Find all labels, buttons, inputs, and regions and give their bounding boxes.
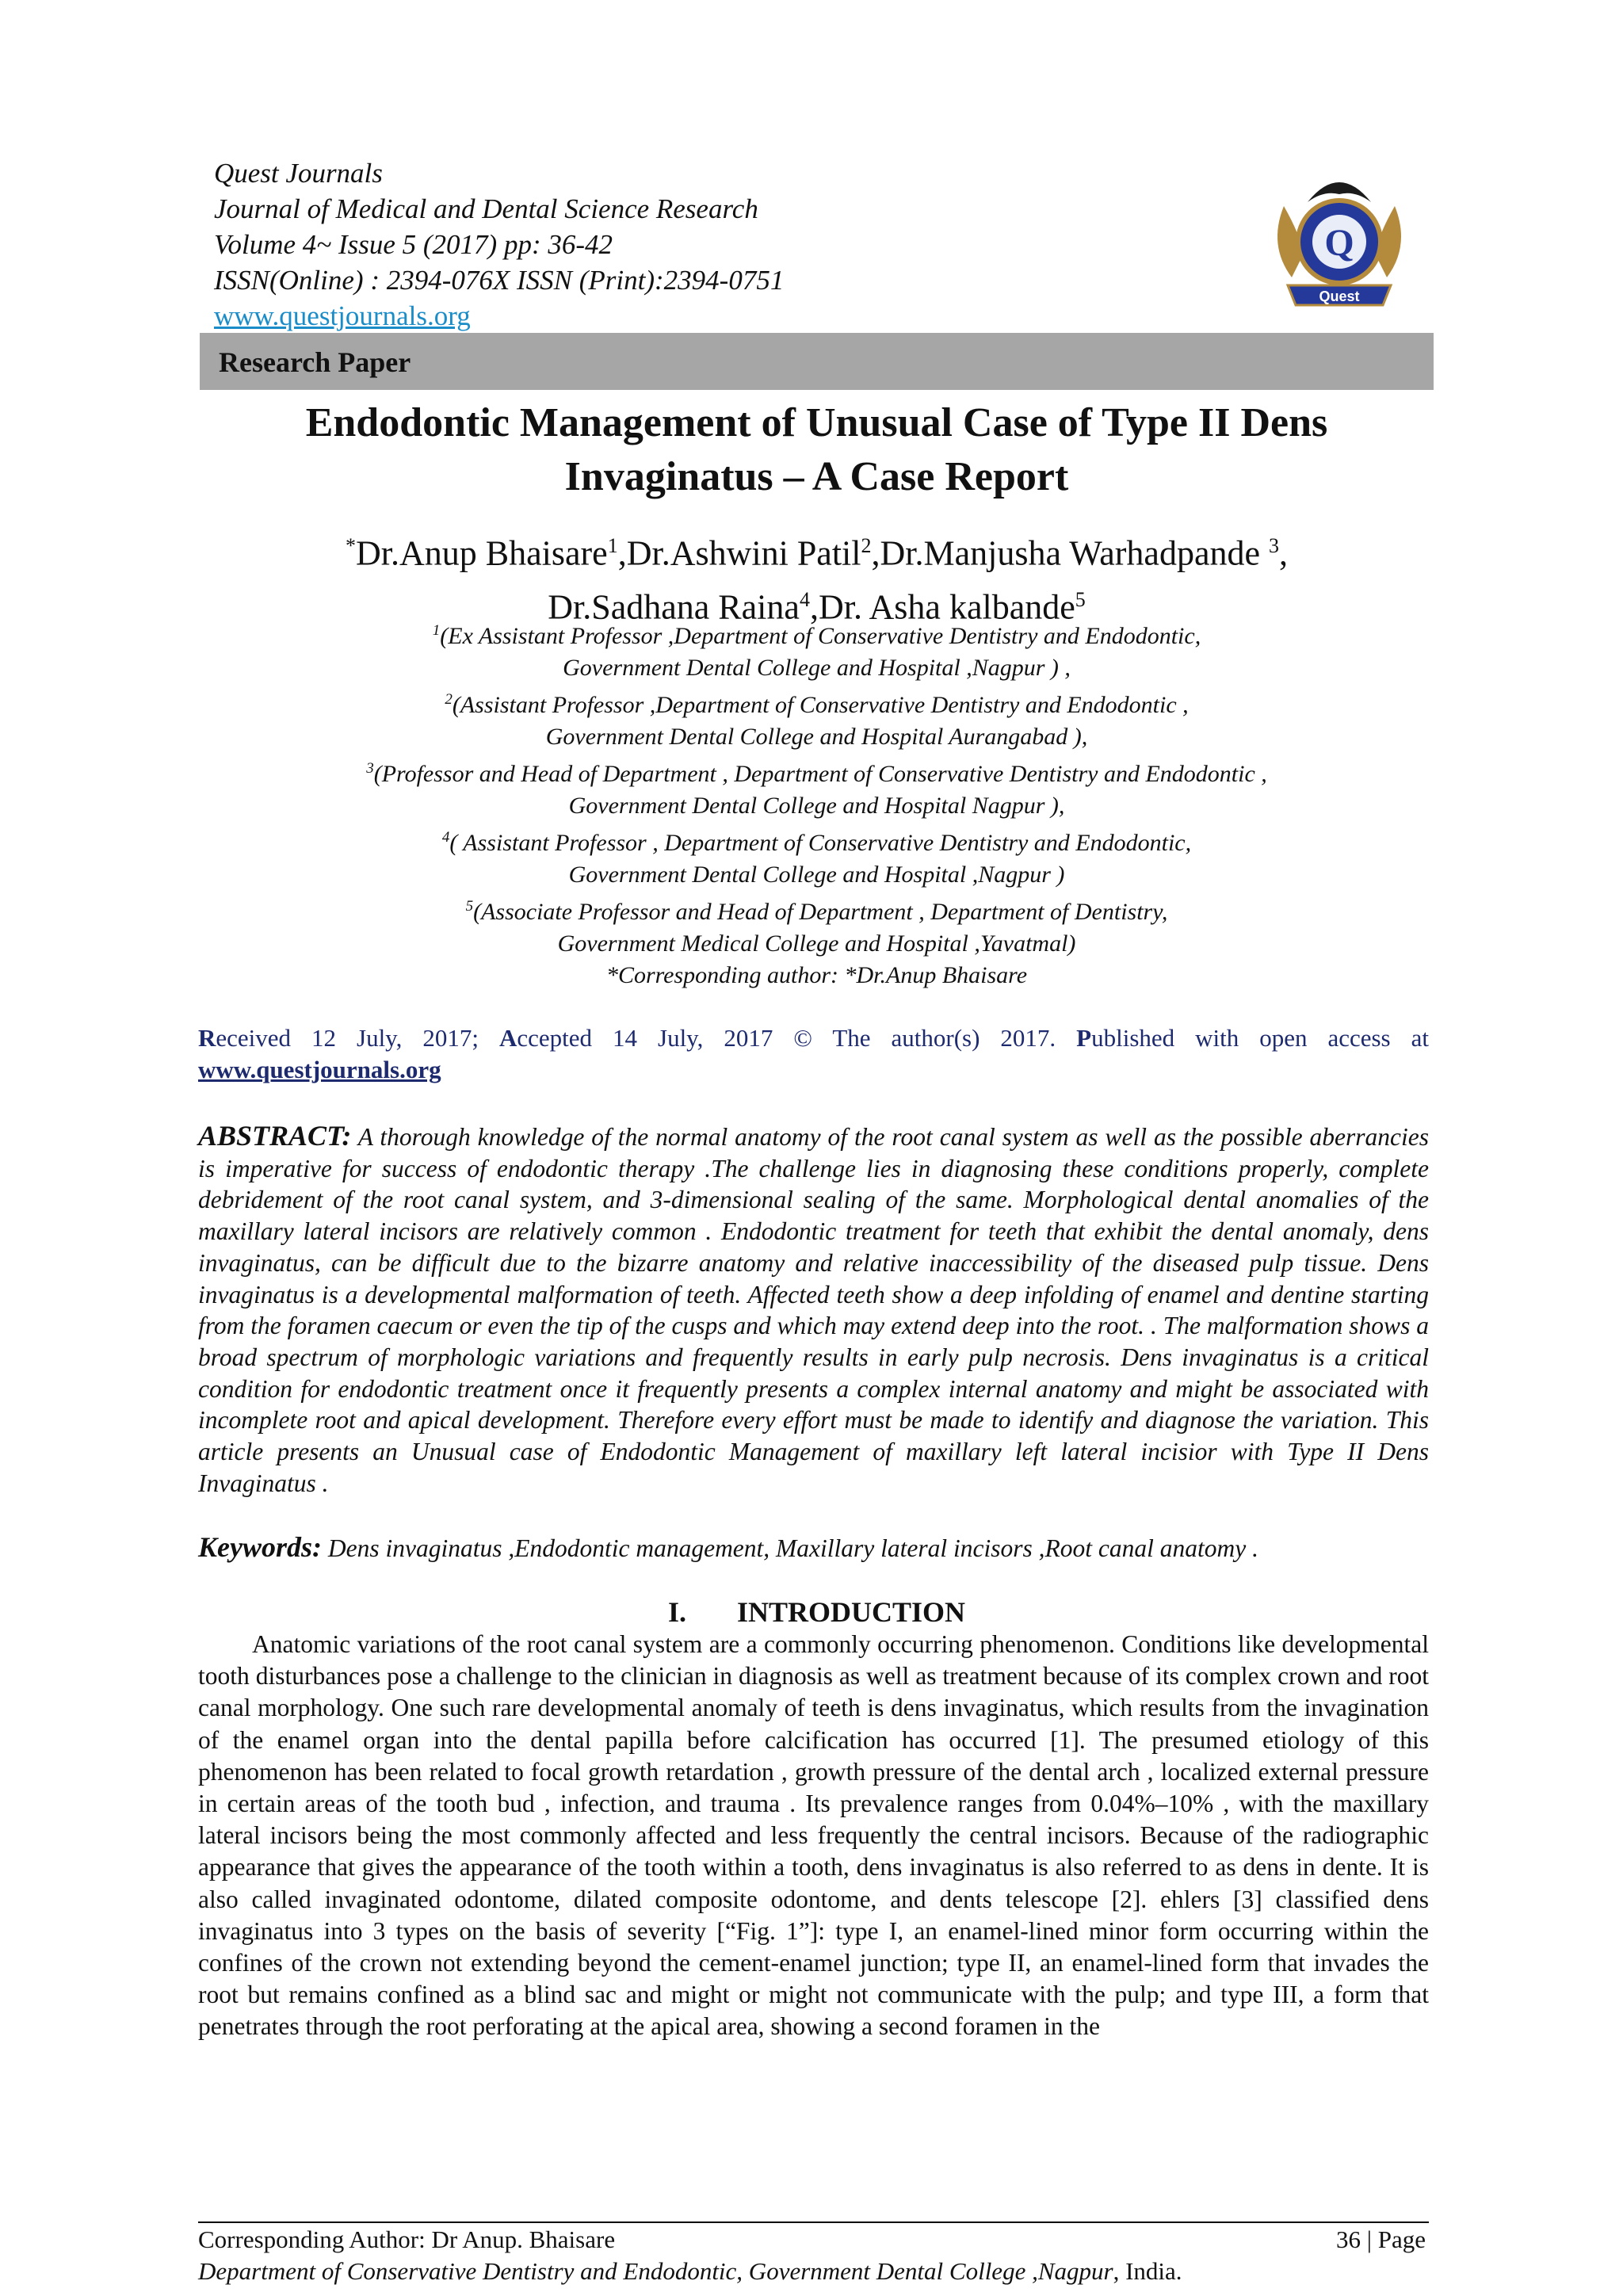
received-line: Received 12 July, 2017; Accepted 14 July, 2017 © The author(s) 2017. Published with open access at xyxy=(198,1024,1429,1052)
author-5-sup: 5 xyxy=(1075,587,1086,611)
journal-url-link[interactable]: www.questjournals.org xyxy=(214,300,471,331)
received-url-line xyxy=(198,1054,441,1086)
introduction-paragraph: Anatomic variations of the root canal system are a commonly occurring phenomenon. Conditions like developmental tooth disturbances pose a challenge to the clinician in diagnosis as well as treatment because of its complex crown and root canal morphology. One such rare developmental anomaly of teeth is dens invaginatus, which results from the invagination of the enamel organ into the dental papilla before calcification has occurred [1]. The presumed etiology of this phenomenon has been related to focal growth retardation , growth pressure of the dental arch , localized external pressure in certain areas of the tooth bud , infection, and trauma . Its prevalence ranges from 0.04%–10% , with the maxillary lateral incisors being the most commonly affected and less frequently the central incisors. Because of the radiographic appearance that gives the appearance of the tooth within a tooth, dens invaginatus is also referred to as dens in dente. It is also called invaginated odontome, dilated composite odontome, and dents telescope [2]. ehlers [3] classified dens invaginatus into 3 types on the basis of severity [“Fig. 1”]: type I, an enamel-lined minor form occurring within the confines of the crown not extending beyond the cement-enamel junction; type II, an enamel-lined form that invades the root but remains confined as a blind sac and might or might not communicate with the pulp; and type III, a form that penetrates through the root perforating at the apical area, showing a second foramen in the xyxy=(198,1630,1429,2041)
keywords xyxy=(198,1531,1429,1564)
abstract-label: ABSTRACT: xyxy=(198,1120,352,1152)
affiliation-2: $^2$(Assistant Professor ,Department of Conservative Dentistry and Endodontic , Government Dental College and Hospital Aurangabad ), xyxy=(445,691,1189,750)
footer-department: Department of Conservative Dentistry and Endodontic, Government Dental College ,Nagpur xyxy=(198,2257,1113,2285)
journal-issn: ISSN(Online) : 2394-076X ISSN (Print):2394-0751 xyxy=(214,265,785,296)
introduction-body xyxy=(198,1629,1429,2043)
quest-journals-logo-icon xyxy=(1260,159,1419,317)
author-1: Dr.Anup Bhaisare xyxy=(355,533,608,573)
author-4: Dr.Sadhana Raina xyxy=(548,587,800,627)
corresponding-author: *Corresponding author: *Dr.Anup Bhaisare xyxy=(605,962,1028,988)
footer-line1 xyxy=(198,2224,1429,2256)
journal-publisher: Quest Journals xyxy=(214,158,383,189)
footer-author: Corresponding Author: Dr Anup. Bhaisare xyxy=(198,2225,616,2253)
published-url-link[interactable]: www.questjournals.org xyxy=(198,1056,441,1083)
author-star: * xyxy=(345,534,356,557)
author-2-sup: 2 xyxy=(861,534,872,557)
affiliation-5: $^5$(Associate Professor and Head of Department , Department of Dentistry, Government Medical College and Hospital ,Yavatmal) xyxy=(465,898,1168,957)
paper-title xyxy=(200,396,1434,504)
journal-header xyxy=(214,155,927,334)
footer-divider xyxy=(198,2222,1429,2223)
keywords-label: Keywords: xyxy=(198,1531,322,1563)
affiliation-4: $^4$( Assistant Professor , Department of Conservative Dentistry and Endodontic, Government Dental College and Hospital ,Nagpur ) xyxy=(441,829,1192,888)
section-title: INTRODUCTION xyxy=(736,1596,966,1628)
journal-volume: Volume 4~ Issue 5 (2017) pp: 36-42 xyxy=(214,229,613,260)
logo-label: Quest xyxy=(1319,288,1360,304)
abstract-text: A thorough knowledge of the normal anatomy of the root canal system as well as the possible aberrancies is imperative for success of endodontic therapy .The challenge lies in diagnosing these conditions properly, complete debridement of the root canal system, and 3-dimensional sealing of the same. Morphological dental anomalies of the maxillary lateral incisors are relatively common . Endodontic treatment for teeth that exhibit the dental anomaly, dens invaginatus, can be difficult due to the bizarre anatomy and relative inaccessibility of the diseased pulp tissue. Dens invaginatus is a developmental malformation of teeth. Affected teeth show a deep infolding of enamel and dentine starting from the foramen caecum or even the tip of the cusps and which may extend deep into the root. . The malformation shows a broad spectrum of morphologic variations and frequently results in early pulp necrosis. Dens invaginatus is a critical condition for endodontic treatment once it frequently presents a complex internal anatomy and might be associated with incomplete root and apical development. Therefore every effort must be made to identify and diagnose the variation. This article presents an Unusual case of Endodontic Management of maxillary left lateral incisior with Type II Dens Invaginatus . xyxy=(198,1123,1429,1497)
section-number: I. xyxy=(667,1596,686,1628)
section-bar-label: Research Paper xyxy=(219,346,411,378)
author-3: ,Dr.Manjusha Warhadpande xyxy=(871,533,1270,573)
paper-title-line2: Invaginatus – A Case Report xyxy=(564,454,1069,499)
author-3-tail: , xyxy=(1279,533,1289,573)
paper-title-line1: Endodontic Management of Unusual Case of Type II Dens xyxy=(305,400,1328,445)
page-number: 36 | Page xyxy=(1336,2225,1426,2253)
footer-country: , India. xyxy=(1113,2257,1182,2285)
footer-line2 xyxy=(198,2256,1429,2287)
affiliation-3: $^3$(Professor and Head of Department , Department of Conservative Dentistry and Endodontic , Government Dental College and Hospital Nagpur ), xyxy=(366,760,1267,819)
author-4-sup: 4 xyxy=(799,587,810,611)
abstract xyxy=(198,1121,1429,1499)
section-bar xyxy=(200,333,1434,390)
affiliations xyxy=(200,615,1434,991)
author-5: ,Dr. Asha kalbande xyxy=(809,587,1075,627)
logo-letter: Q xyxy=(1324,222,1354,264)
author-3-sup: 3 xyxy=(1269,534,1280,557)
journal-name: Journal of Medical and Dental Science Research xyxy=(214,193,758,224)
author-1-sup: 1 xyxy=(607,534,618,557)
keywords-text: Dens invaginatus ,Endodontic management, Maxillary lateral incisors ,Root canal anatomy . xyxy=(322,1534,1258,1562)
section-heading xyxy=(200,1595,1434,1629)
affiliation-1: $^1$(Ex Assistant Professor ,Department of Conservative Dentistry and Endodontic, Government Dental College and Hospital ,Nagpur ) , xyxy=(432,622,1201,681)
author-2: ,Dr.Ashwini Patil xyxy=(617,533,861,573)
